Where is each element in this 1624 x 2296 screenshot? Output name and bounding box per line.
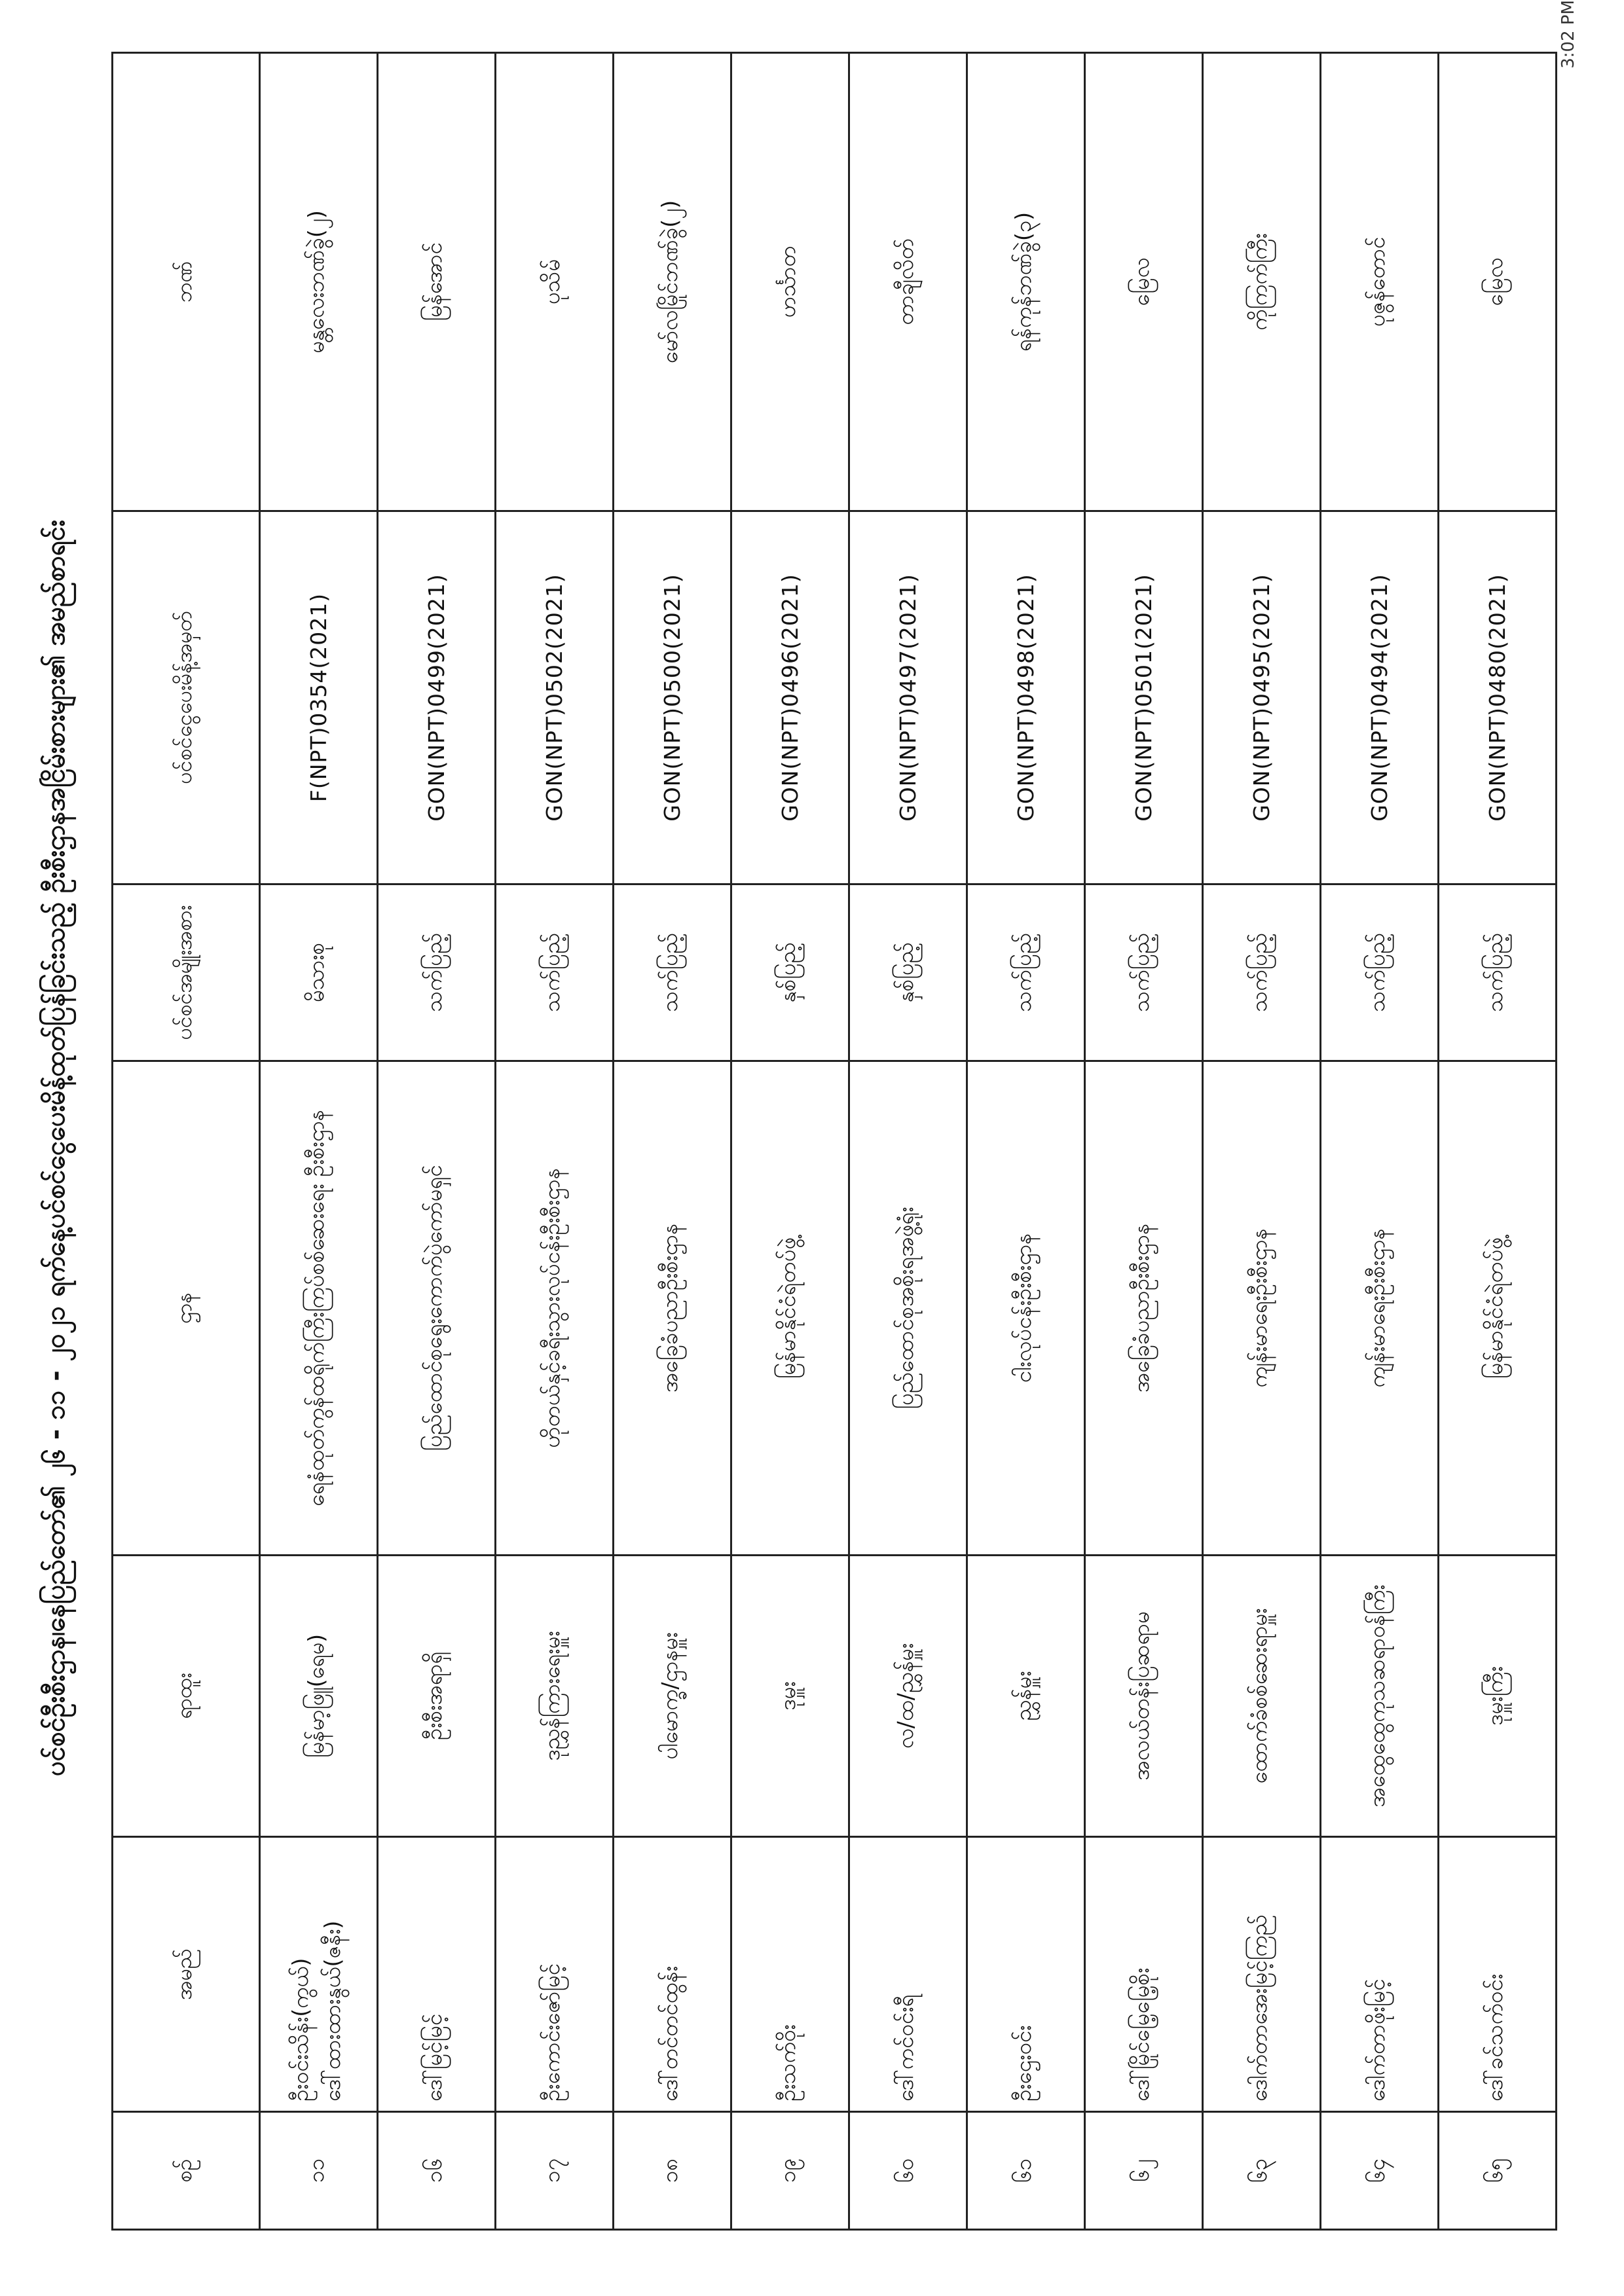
name-line: ဒေါ်ကင်ဝင်းရီ xyxy=(893,1994,918,2102)
department-cell: မြန်မာနိုင်ငံရဲတပ်ဖွဲ့ xyxy=(1439,1061,1557,1556)
col-header-department: ဌာန xyxy=(113,1061,260,1556)
row-number: ၁၈ xyxy=(614,2112,731,2230)
bank-cell: ကိုကြက်ကြီး xyxy=(1203,53,1321,511)
bank-cell: မော်လမြိုင်ဘဏ်ခွဲ(၂) xyxy=(614,53,731,511)
pension-type-cell: သက်ပြည့် xyxy=(1321,884,1439,1061)
name-cell xyxy=(1203,1837,1321,2112)
pension-type-cell: နှစ်ပြည့် xyxy=(731,884,849,1061)
name-line: ဒေါက်တာအေးမြင့်ကြည် xyxy=(1246,1914,1272,2102)
row-number: ၁၁ xyxy=(260,2112,378,2230)
name-line: ဒေါ်မြိုင်မြေ့မြေ့စိုး xyxy=(1128,1967,1154,2102)
license-number-cell: GON(NPT)0501(2021) xyxy=(1085,511,1203,884)
pension-type-cell: သက်ပြည့် xyxy=(496,884,614,1061)
pension-table xyxy=(111,52,1557,2231)
name-line: ဦးသက်ဝိုး xyxy=(775,2024,800,2102)
name-cell xyxy=(260,1837,378,2112)
name-line: ဦးကောင်းဇော်မြင့် xyxy=(539,1963,564,2102)
name-cell xyxy=(378,1837,496,2112)
name-line: ဒေါ်မြင့်မြင့် xyxy=(421,2013,447,2102)
row-number: ၆၀ xyxy=(849,2112,967,2230)
position-cell: မြန်မာ့ဖြူ(ရေမ) xyxy=(260,1556,378,1837)
department-cell: ကျန်းမာရေးဦးစီးဌာန xyxy=(1321,1061,1439,1556)
position-cell: ဒုမှူး xyxy=(731,1556,849,1837)
col-header-bank: ဘဏ် xyxy=(113,53,260,511)
row-number: ၁၉ xyxy=(731,2112,849,2230)
pension-type-cell: သက်ပြည့် xyxy=(1439,884,1557,1061)
pension-type-cell: မိသားစု xyxy=(260,884,378,1061)
name-line: ဒေါ်ခင်သက်ဝင်း xyxy=(1482,1973,1507,2102)
name-line: ဒေါက်တာဖိုးမြင့် xyxy=(1364,1978,1390,2102)
row-number: ၆၄ xyxy=(1321,2112,1439,2230)
col-header-type: ပင်စင်အမျိုးအစား xyxy=(113,884,260,1061)
col-header-no: စဉ် xyxy=(113,2112,260,2230)
bank-cell: တာချီလိတ် xyxy=(849,53,967,511)
position-cell: ညွှန်မှူး xyxy=(967,1556,1085,1837)
table-row xyxy=(260,53,378,2230)
table-row xyxy=(1085,53,1203,2230)
bank-cell: မန္တလေးဘဏ်ခွဲ(၂) xyxy=(260,53,378,511)
position-cell: လ/ထ/ညွှန်မှူး xyxy=(849,1556,967,1837)
row-number: ၁၇ xyxy=(496,2112,614,2230)
name-line: ဦးဌေးဝင်း xyxy=(1010,2025,1036,2102)
bank-cell: ဟင်္သာတ xyxy=(731,53,849,511)
pension-type-cell: သက်ပြည့် xyxy=(1203,884,1321,1061)
name-line: ဦးဝင်းသိန်း(ကွယ်) xyxy=(287,1958,313,2102)
name-cell xyxy=(967,1837,1085,2112)
name-cell xyxy=(731,1837,849,2112)
col-header-position: ရာထူး xyxy=(113,1556,260,1837)
department-cell: အခြေခံပညာဦးစီးဌာန xyxy=(614,1061,731,1556)
department-cell: ရေနံထုတ်ကွန်ထရိုက်ကြီးကြပ်စစ်ဆေးရေး ဦးစီးဌာန xyxy=(260,1061,378,1556)
table-row xyxy=(967,53,1085,2230)
license-number-cell: GON(NPT)0496(2021) xyxy=(731,511,849,884)
position-cell: ဦးစီးအရာရှိ xyxy=(378,1556,496,1837)
position-cell: ထောက်ခံစစ်ဆေးရာမှူး xyxy=(1203,1556,1321,1837)
license-number-cell: GON(NPT)0500(2021) xyxy=(614,511,731,884)
name-cell xyxy=(1085,1837,1203,2112)
col-header-name: အမည် xyxy=(113,1837,260,2112)
department-cell: ငါးလုပ်ငန်းဦးစီးဌာန xyxy=(967,1061,1085,1556)
name-cell xyxy=(1439,1837,1557,2112)
col-header-license: ပင်စင်ငွေပေးမိန့်အမှတ် xyxy=(113,511,260,884)
page-title: ပင်စင်ဦးစီးဌာန၊နေပြည်တော်၏ ၂၆ - ၁၁ - ၂၀၂၁ ရက်နေ့ပင်စင်ငွေပေးမိန့်ထုတ်ပြန်ခြင်းသည့် ဦးစီးဌာနအငြိမ်းစားများ၏ အမည်စာရင်း xyxy=(41,520,71,1776)
pension-type-cell: သက်ပြည့် xyxy=(1085,884,1203,1061)
table-row xyxy=(1203,53,1321,2230)
row-number: ၆၁ xyxy=(967,2112,1085,2230)
header-row xyxy=(113,53,260,2230)
position-cell: အလယ်တန်းပြဆရာမ xyxy=(1085,1556,1203,1837)
license-number-cell: GON(NPT)0494(2021) xyxy=(1321,511,1439,884)
name-line: ဒေါ်ထားထားနွယ်(ဇနီး) xyxy=(319,1920,345,2102)
department-cell: ပြည်ထောင်စုအစိုးရအဖွဲ့ရုံး xyxy=(849,1061,967,1556)
table-row xyxy=(378,53,496,2230)
name-cell xyxy=(496,1837,614,2112)
table-row xyxy=(1439,53,1557,2230)
name-cell xyxy=(849,1837,967,2112)
table-row xyxy=(849,53,967,2230)
department-cell: မြန်မာနိုင်ငံရဲတပ်ဖွဲ့ xyxy=(731,1061,849,1556)
pension-type-cell: သက်ပြည့် xyxy=(614,884,731,1061)
department-cell: ပြည်ထောင်စုရွေးကောက်ပွဲကော်မရှင် xyxy=(378,1061,496,1556)
position-cell: ဒုညွှန်ကြားရေးမှူး xyxy=(496,1556,614,1837)
license-number-cell: GON(NPT)0480(2021) xyxy=(1439,511,1557,884)
department-cell: အခြေခံပညာဦးစီးဌာန xyxy=(1085,1061,1203,1556)
pension-type-cell: နှစ်ပြည့် xyxy=(849,884,967,1061)
name-line: ဒေါ်တင်တင်ထွန်း xyxy=(657,1966,682,2102)
row-number: ၁၆ xyxy=(378,2112,496,2230)
license-number-cell: GON(NPT)0499(2021) xyxy=(378,511,496,884)
pension-type-cell: သက်ပြည့် xyxy=(967,884,1085,1061)
table-body xyxy=(260,53,1557,2230)
pension-type-cell: သက်ပြည့် xyxy=(378,884,496,1061)
row-number: ၆၅ xyxy=(1439,2112,1557,2230)
name-cell xyxy=(1321,1837,1439,2112)
timestamp: 3:02 PM xyxy=(1559,0,1578,69)
table-row xyxy=(496,53,614,2230)
table-row xyxy=(731,53,849,2230)
license-number-cell: F(NPT)0354(2021) xyxy=(260,511,378,884)
row-number: ၆၃ xyxy=(1203,2112,1321,2230)
position-cell: ဒုမှူးကြီး xyxy=(1439,1556,1557,1837)
license-number-cell: GON(NPT)0502(2021) xyxy=(496,511,614,884)
license-number-cell: GON(NPT)0497(2021) xyxy=(849,511,967,884)
row-number: ၆၂ xyxy=(1085,2112,1203,2230)
license-number-cell: GON(NPT)0498(2021) xyxy=(967,511,1085,884)
position-cell: အထွေထွေကုသဆရာဝန်ကြီး xyxy=(1321,1556,1439,1837)
table-row xyxy=(614,53,731,2230)
bank-cell: ပုသိမ် xyxy=(496,53,614,511)
license-number-cell: GON(NPT)0495(2021) xyxy=(1203,511,1321,884)
department-cell: ဟိုတယ်နှင့်ခရီးသွားလုပ်ငန်းဦးစီးဌာန xyxy=(496,1061,614,1556)
bank-cell: ရန်ကုန်ဘဏ်ခွဲ(၃) xyxy=(967,53,1085,511)
bank-cell: မြန်အောင် xyxy=(378,53,496,511)
table-row xyxy=(1321,53,1439,2230)
position-cell: ပါမောက္ခ/ဌာနမှူး xyxy=(614,1556,731,1837)
bank-cell: ပုဇွန်တောင် xyxy=(1321,53,1439,511)
bank-cell: မြေလ xyxy=(1439,53,1557,511)
name-cell xyxy=(614,1837,731,2112)
bank-cell: မြေလ xyxy=(1085,53,1203,511)
department-cell: ကျန်းမာရေးဦးစီးဌာန xyxy=(1203,1061,1321,1556)
